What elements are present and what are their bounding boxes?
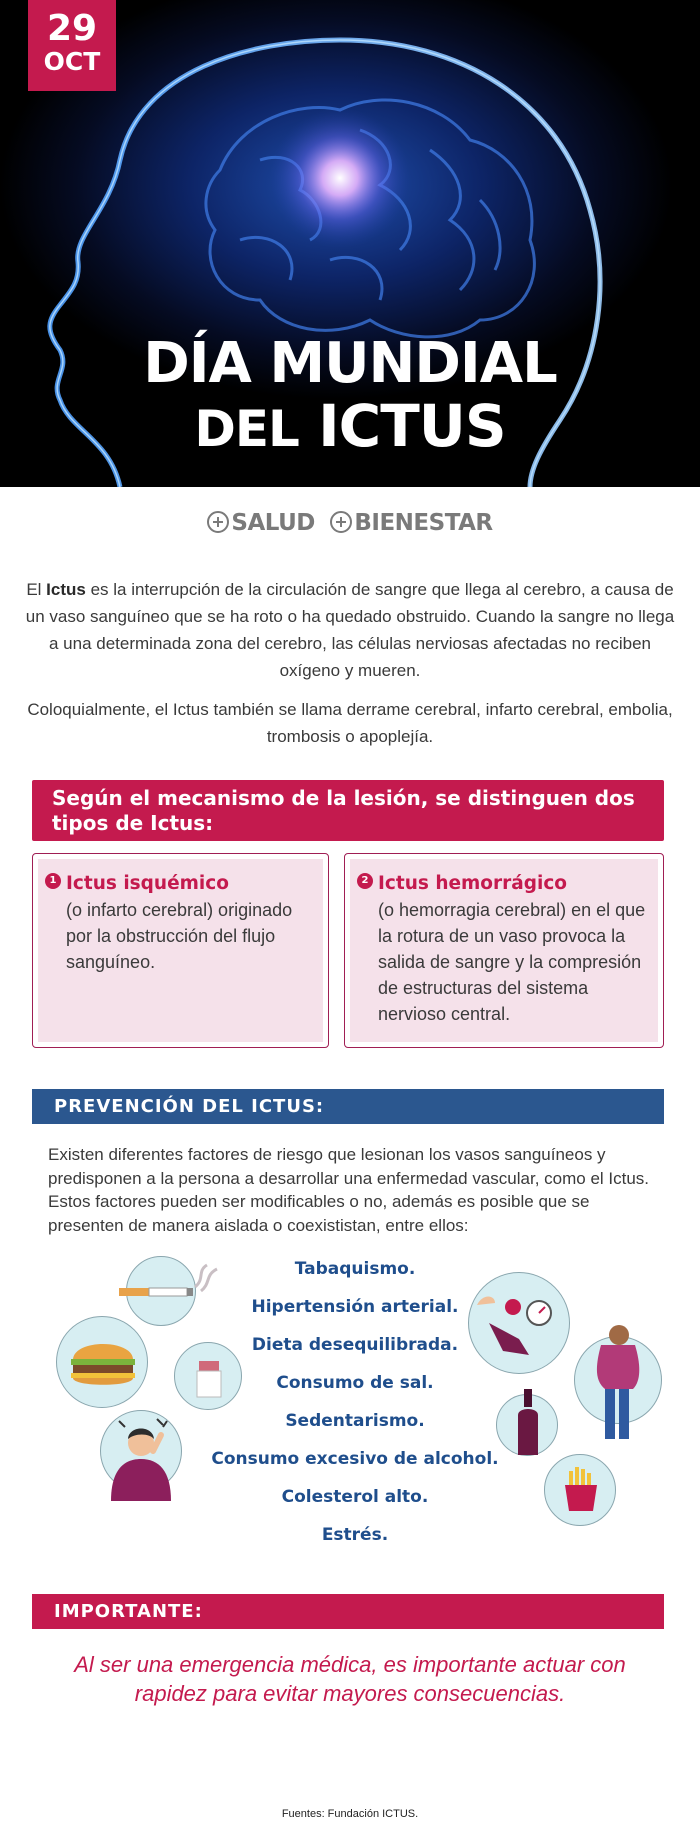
burger-icon [56,1316,148,1408]
hero-title-line1: DÍA MUNDIAL [143,331,557,396]
number-badge: 2 [357,873,373,889]
source-credit: Fuentes: Fundación ICTUS. [281,1808,419,1820]
risk-factor: Estrés. [321,1525,389,1545]
intro-paragraph-2: Coloquialmente, el Ictus también se llama derrame cerebral, infarto cerebral, embolia, trombosis o apoplejía. [27,700,673,746]
overweight-person-icon [574,1336,662,1424]
risk-factor: Consumo de sal. [276,1373,434,1393]
date-month: OCT [43,47,101,76]
prevention-heading: PREVENCIÓN DEL ICTUS: [32,1089,664,1124]
hero-title-line2 [0,394,700,461]
card-text: (o infarto cerebral) originado por la obstrucción del flujo sanguíneo. [66,900,293,972]
type-card-ischemic [32,853,329,1048]
intro-paragraph [20,576,680,684]
important-heading: IMPORTANTE: [32,1594,664,1629]
risk-factor: Tabaquismo. [294,1259,416,1279]
number-badge: 1 [45,873,61,889]
intro-lead: El [26,580,42,599]
plus-icon [207,511,229,533]
salt-shaker-icon [174,1342,242,1410]
intro-rest: es la interrupción de la circulación de sangre que llega al cerebro, a causa de un vaso sanguíneo que se ha roto o ha quedado obstruido. Cuando la sangre no llega a una determinada zona del cerebro, las células nerviosas afectadas no reciben oxígeno y mueren. [25,580,675,680]
prevention-text: Existen diferentes factores de riesgo que lesionan los vasos sanguíneos y predisponen a la persona a desarrollar una enfermedad vascular, como el Ictus. Estos factores pueden ser modificables o no, además es posible que se presenten de manera aislada o coexististan, entre ellos: [48,1145,650,1235]
intro-bold-term: Ictus [46,580,86,599]
risk-factor: Consumo excesivo de alcohol. [211,1449,499,1469]
important-text: Al ser una emergencia médica, es importante actuar con rapidez para evitar mayores consecuencias. [74,1652,626,1706]
risk-factor: Hipertensión arterial. [251,1297,459,1317]
type-card-hemorrhagic [344,853,664,1048]
wine-bottle-icon [496,1394,558,1456]
hero-title-main: ICTUS [318,392,506,460]
hero-title-prefix: DEL [194,400,299,458]
blood-pressure-icon [468,1272,570,1374]
risk-factor: Sedentarismo. [285,1411,425,1431]
card-text: (o hemorragia cerebral) en el que la rotura de un vaso provoca la salida de sangre y la compresión de estructuras del sistema nervioso central. [378,900,646,1024]
brand-word-bienestar: BIENESTAR [354,510,493,536]
card-title: Ictus isquémico [66,873,229,894]
stressed-person-icon [100,1410,182,1492]
card-title: Ictus hemorrágico [378,873,568,894]
french-fries-icon [544,1454,616,1526]
date-badge [28,0,116,91]
brand-word-salud: SALUD [231,510,315,536]
plus-icon [330,511,352,533]
date-day: 29 [46,8,98,49]
types-heading: Según el mecanismo de la lesión, se distinguen dos tipos de Ictus: [32,780,664,841]
cigarette-icon [126,1256,196,1326]
hero-banner [0,0,700,487]
brand-logo [0,510,700,536]
risk-factor: Colesterol alto. [281,1487,429,1507]
risk-factor: Dieta desequilibrada. [251,1335,459,1355]
